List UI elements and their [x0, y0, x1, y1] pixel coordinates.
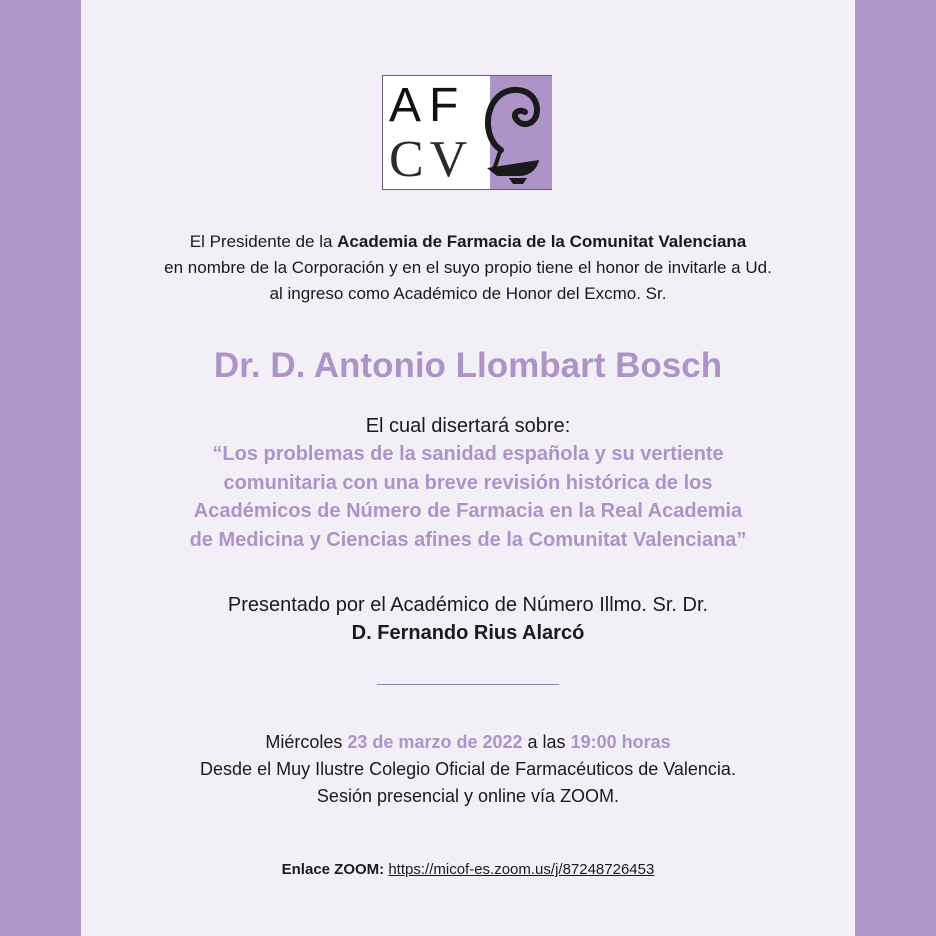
event-mode: Sesión presencial y online vía ZOOM.: [316, 786, 620, 806]
zoom-link[interactable]: https://micof-es.zoom.us/j/87248726453: [388, 861, 655, 878]
event-day: Miércoles: [265, 732, 343, 752]
logo-cv-text: CV: [389, 131, 474, 188]
intro-line-2: en nombre de la Corporación y en el suyo propio tiene el honor de invitarle a Ud.: [164, 258, 772, 277]
intro-text: [81, 229, 855, 307]
presenter-name: D. Fernando Rius Alarcó: [351, 622, 585, 644]
topic-line: comunitaria con una breve revisión histórica de los: [223, 471, 713, 494]
event-datetime: [81, 729, 855, 756]
lecture-topic: [121, 440, 815, 554]
intro-line-3: al ingreso como Académico de Honor del Excmo. Sr.: [269, 284, 667, 303]
zoom-link-block: [81, 859, 855, 881]
bowl-of-hygieia-icon: [479, 80, 551, 186]
afcv-logo: [382, 75, 552, 190]
academy-name: Academia de Farmacia de la Comunitat Valenciana: [337, 232, 747, 251]
divider: [377, 684, 559, 685]
intro-prefix: El Presidente de la: [189, 232, 338, 251]
honoree-name: Dr. D. Antonio Llombart Bosch: [213, 346, 723, 385]
event-details: [81, 729, 855, 810]
logo-af-text: AF: [389, 79, 467, 132]
zoom-label: Enlace ZOOM:: [281, 861, 385, 878]
lecture-lead: El cual disertará sobre:: [365, 415, 571, 437]
invitation-card: [81, 0, 855, 936]
presenter-block: [81, 591, 855, 647]
event-time: 19:00 horas: [570, 732, 671, 752]
intro-line-1: [81, 229, 855, 255]
topic-line: “Los problemas de la sanidad española y su vertiente: [212, 443, 724, 465]
presenter-lead: Presentado por el Académico de Número Illmo. Sr. Dr.: [227, 594, 709, 616]
event-date: 23 de marzo de 2022: [347, 732, 523, 752]
topic-line: de Medicina y Ciencias afines de la Comunitat Valenciana”: [189, 528, 747, 551]
event-venue: Desde el Muy Ilustre Colegio Oficial de Farmacéuticos de Valencia.: [200, 759, 736, 779]
event-connector: a las: [527, 732, 566, 752]
topic-line: Académicos de Número de Farmacia en la Real Academia: [193, 500, 743, 522]
